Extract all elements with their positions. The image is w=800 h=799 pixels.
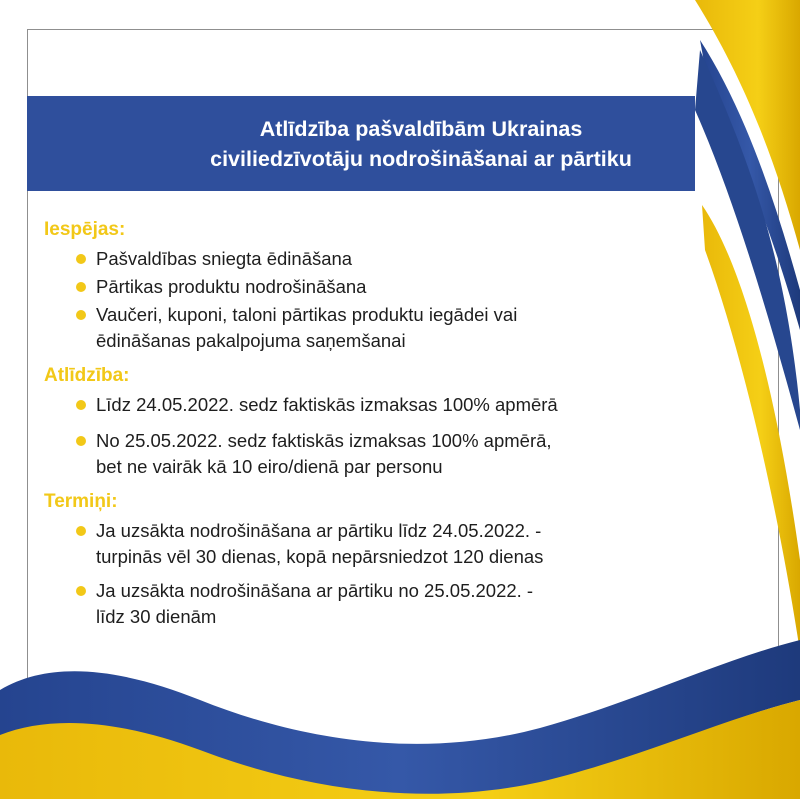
bullet-dot-icon: [76, 310, 86, 320]
bullet-dot-icon: [76, 526, 86, 536]
section-heading-atlidziba: Atlīdzība:: [44, 365, 130, 386]
item-text: Vaučeri, kuponi, taloni pārtikas produktu iegādei vai: [96, 304, 518, 325]
item-text: līdz 30 dienām: [96, 606, 217, 627]
title-banner: [27, 96, 695, 191]
item-text: ēdināšanas pakalpojuma saņemšanai: [96, 330, 406, 351]
bullet-dot-icon: [76, 254, 86, 264]
bullet-dot-icon: [76, 586, 86, 596]
item-text: No 25.05.2022. sedz faktiskās izmaksas 100% apmērā,: [96, 430, 552, 451]
item-text: Pašvaldības sniegta ēdināšana: [96, 248, 353, 269]
list-item: [44, 392, 704, 418]
bullet-dot-icon: [76, 282, 86, 292]
title-line-1: Atlīdzība pašvaldībām Ukrainas: [259, 116, 583, 141]
atlidziba-list: [44, 392, 704, 480]
item-text: Līdz 24.05.2022. sedz faktiskās izmaksas 100% apmērā: [96, 394, 558, 415]
list-item: [44, 302, 704, 354]
item-text: turpinās vēl 30 dienas, kopā nepārsniedzot 120 dienas: [96, 546, 544, 567]
bullet-dot-icon: [76, 436, 86, 446]
section-termini: [44, 488, 704, 630]
item-text: Ja uzsākta nodrošināšana ar pārtiku no 25.05.2022. -: [96, 580, 534, 601]
iespejas-list: [44, 246, 704, 354]
section-iespejas: [44, 216, 704, 354]
section-heading-iespejas: Iespējas:: [44, 219, 126, 240]
list-item: [44, 246, 704, 272]
section-heading-termini: Termiņi:: [44, 491, 118, 512]
title-line-2: civiliedzīvotāju nodrošināšanai ar pārtiku: [210, 146, 632, 171]
content-body: [44, 216, 704, 638]
list-item: [44, 578, 704, 630]
list-item: [44, 518, 704, 570]
list-item: [44, 274, 704, 300]
item-text: Ja uzsākta nodrošināšana ar pārtiku līdz 24.05.2022. -: [96, 520, 542, 541]
item-text: Pārtikas produktu nodrošināšana: [96, 276, 367, 297]
termini-list: [44, 518, 704, 630]
section-atlidziba: [44, 362, 704, 480]
list-item: [44, 428, 704, 480]
item-text: bet ne vairāk kā 10 eiro/dienā par personu: [96, 456, 443, 477]
bullet-dot-icon: [76, 400, 86, 410]
